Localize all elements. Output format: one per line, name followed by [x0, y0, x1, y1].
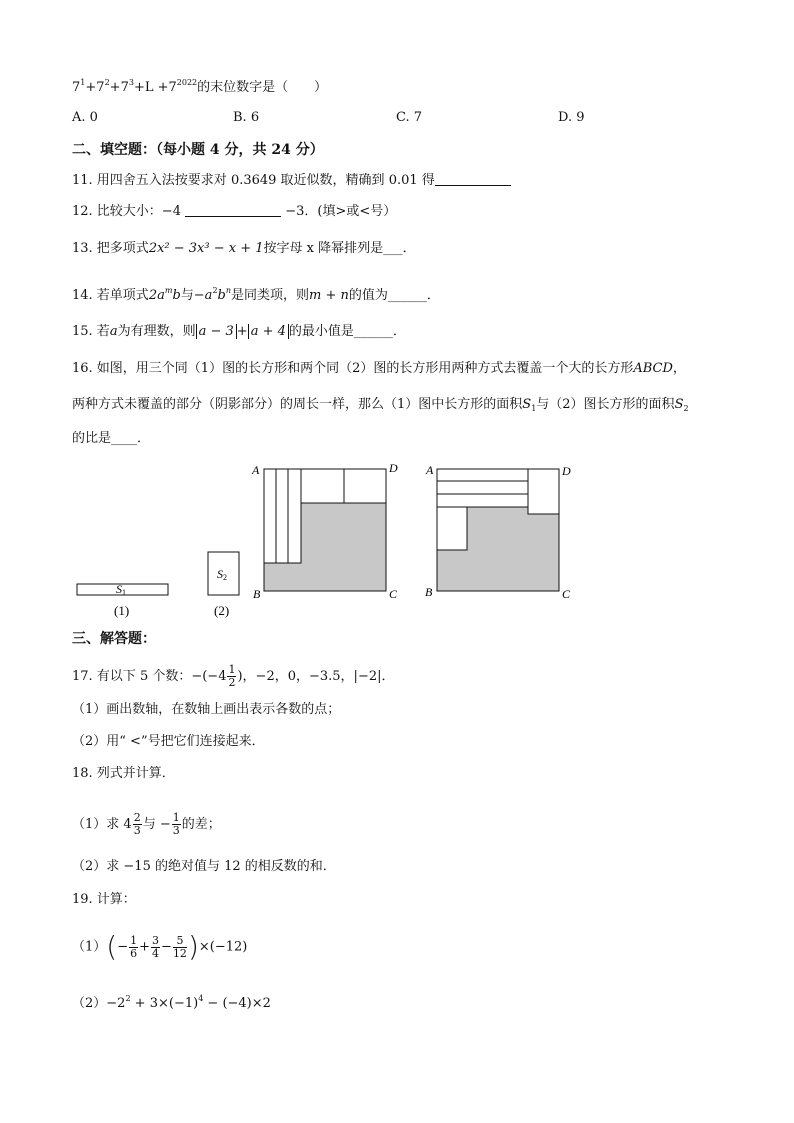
q19-sub2-b: + 3×(−1)	[130, 996, 199, 1011]
q19-frac-b: $\frac{3}{4}$	[152, 933, 160, 960]
q15	[72, 323, 406, 341]
q15-abs1: a − 3	[196, 324, 237, 339]
fig-cover-method-1	[251, 461, 398, 601]
q12	[72, 203, 396, 221]
fig1-box1	[301, 469, 344, 503]
q10-option-c[interactable]: C. 7	[396, 110, 423, 125]
q18-sub1-mid: 与 −	[142, 817, 171, 832]
q10-option-d[interactable]: D. 9	[558, 110, 585, 125]
q14-post1: 是同类项，则	[231, 288, 310, 303]
fig2-label-a: A	[426, 463, 434, 477]
q19-sub2-label: （2）	[72, 996, 107, 1011]
fig2-box1	[437, 507, 467, 550]
q15-plus: +	[236, 324, 248, 339]
q14-mn: m + n	[309, 288, 349, 303]
fig1-label-b: B	[253, 587, 261, 601]
fig2-hbar2	[437, 481, 528, 494]
q14-term1: 2a	[148, 288, 165, 303]
q17	[72, 664, 394, 689]
q19-plus: +	[139, 939, 151, 955]
q17-pre: 17. 有以下 5 个数：−(−4	[72, 669, 227, 684]
q13-post: 按字母 x 降幂排列是___．	[263, 241, 416, 256]
q16-line1	[72, 360, 686, 378]
fig1-box2	[344, 469, 386, 503]
fig2-label-c: C	[562, 587, 571, 601]
fig-caption-1: (1)	[114, 603, 130, 618]
q19-frac-c: $\frac{5}{12}$	[172, 933, 187, 960]
q15-abs2: a + 4	[248, 324, 289, 339]
q18-title: 18. 列式并计算．	[72, 766, 175, 781]
q18-frac1: $\frac{2}{3}$	[133, 811, 141, 837]
q18-sub1-pre: （1）求 4	[72, 817, 132, 832]
q16-s1: S	[522, 397, 532, 412]
q10-option-a[interactable]: A. 0	[72, 110, 98, 125]
q18-sub1	[72, 812, 221, 837]
q11	[72, 172, 511, 190]
q19-sub1	[72, 932, 247, 963]
q14-exp-n: n	[225, 286, 232, 295]
fig1-vbar1	[264, 469, 276, 563]
q17-post: )，−2，0，−3.5，|−2|．	[237, 669, 395, 684]
q16-s1-sub: 1	[531, 404, 537, 413]
q10-ellipsis: +L	[133, 80, 154, 95]
q13	[72, 240, 416, 258]
fig-s2-label: S2	[217, 567, 227, 582]
q19-minus2: −	[161, 939, 172, 955]
q10-base3: 7	[120, 80, 129, 95]
q15-pre: 15. 若	[72, 324, 110, 339]
fig-caption-2: (2)	[214, 603, 230, 618]
q14-exp-m: m	[164, 286, 173, 295]
q16-line2-mid: 与（2）图长方形的面积	[536, 397, 675, 412]
fig2-hbar1	[437, 469, 528, 481]
q14-exp2: 2	[212, 286, 218, 295]
q19-sub2-a: −2	[106, 996, 126, 1011]
q16-line1-end: ，	[672, 361, 686, 376]
q10-exp4: 2022	[176, 78, 198, 87]
q12-answer-blank[interactable]	[185, 204, 281, 217]
q10-base2: 7	[96, 80, 105, 95]
q15-post: 的最小值是______．	[288, 324, 406, 339]
q10-exp2: 2	[104, 78, 110, 87]
q14	[72, 282, 440, 305]
q16-line1-text: 16. 如图，用三个同（1）图的长方形和两个同（2）图的长方形用两种方式去覆盖一个大的长方形	[72, 361, 634, 376]
q11-answer-blank[interactable]	[435, 173, 511, 186]
q10-exp3: 3	[128, 78, 134, 87]
q10-tail: 的末位数字是（ ）	[197, 80, 328, 95]
q17-sub1: （1）画出数轴，在数轴上画出表示各数的点；	[72, 702, 341, 717]
fig-cover-method-2	[425, 463, 571, 601]
q10-option-b[interactable]: B. 6	[233, 110, 260, 125]
fig1-vbar2	[276, 469, 288, 563]
q14-b1: b	[172, 288, 181, 303]
q10-stem: $7^1+7^2+7^3+L +7^{2022}$的末位数字是（ ）	[72, 78, 328, 95]
q16-line2	[72, 396, 689, 418]
q13-pre: 13. 把多项式	[72, 241, 149, 256]
q19-sub1-label: （1）	[72, 939, 107, 955]
fig1-label-a: A	[252, 463, 260, 477]
q16-s2: S	[674, 397, 684, 412]
q16-line3: 的比是____．	[72, 431, 151, 446]
q19-close-paren: )	[187, 930, 199, 963]
section2-title: 二、填空题：（每小题 4 分，共 24 分）	[72, 142, 324, 158]
fig1-vbar3	[288, 469, 301, 563]
q16-line2-pre: 两种方式未覆盖的部分（阴影部分）的周长一样，那么（1）图中长方形的面积	[72, 397, 523, 412]
q13-expression: 2x² − 3x³ − x + 1	[148, 241, 264, 256]
q15-var: a	[109, 324, 118, 339]
q14-b2: b	[217, 288, 226, 303]
q14-mid: 与	[180, 288, 194, 303]
q19-open-paren: (	[106, 930, 118, 963]
q19-frac-a: $\frac{1}{6}$	[130, 933, 138, 960]
q11-text: 11. 用四舍五入法按要求对 0.3649 取近似数，精确到 0.01 得	[72, 173, 435, 188]
q14-pre: 14. 若单项式	[72, 288, 149, 303]
fig-s1-label: S1	[116, 582, 126, 597]
fig1-label-c: C	[389, 587, 398, 601]
fig2-label-b: B	[425, 585, 433, 599]
q19-sub2-c: − (−4)×2	[203, 996, 271, 1011]
q14-term2: −a	[193, 288, 213, 303]
q10-base4: 7	[168, 80, 177, 95]
q10-base: 7	[72, 80, 81, 95]
q19-sub2-exp-a: 2	[125, 994, 131, 1003]
fig1-label-d: D	[389, 461, 398, 475]
q10-exp1: 1	[80, 78, 86, 87]
q15-mid: 为有理数，则	[117, 324, 196, 339]
q18-sub1-post: 的差；	[181, 817, 221, 832]
q19-sub2-exp-b: 4	[198, 994, 204, 1003]
fig2-box2	[528, 469, 559, 514]
q17-sub2: （2）用“ <”号把它们连接起来．	[72, 734, 265, 749]
q16-s2-sub: 2	[683, 404, 689, 413]
q19-sub2	[72, 990, 271, 1013]
q12-pre: 12. 比较大小：−4	[72, 204, 181, 219]
q16-abcd: ABCD	[633, 361, 673, 376]
q18-sub2: （2）求 −15 的绝对值与 12 的相反数的和．	[72, 859, 336, 874]
q16-figure	[0, 455, 794, 635]
q19-sub1-tail: ×(−12)	[198, 939, 248, 955]
q14-post2: 的值为______．	[348, 288, 440, 303]
q19-minus1: −	[117, 939, 129, 955]
fig2-hbar3	[437, 494, 528, 507]
section3-title: 三、解答题：	[72, 631, 156, 647]
fig2-label-d: D	[562, 464, 571, 478]
q18-frac2: $\frac{1}{3}$	[172, 811, 180, 837]
q12-post: −3．(填>或<号）	[285, 204, 397, 219]
q19-title: 19. 计算：	[72, 892, 136, 907]
q17-fraction: $\frac{1}{2}$	[228, 663, 236, 689]
